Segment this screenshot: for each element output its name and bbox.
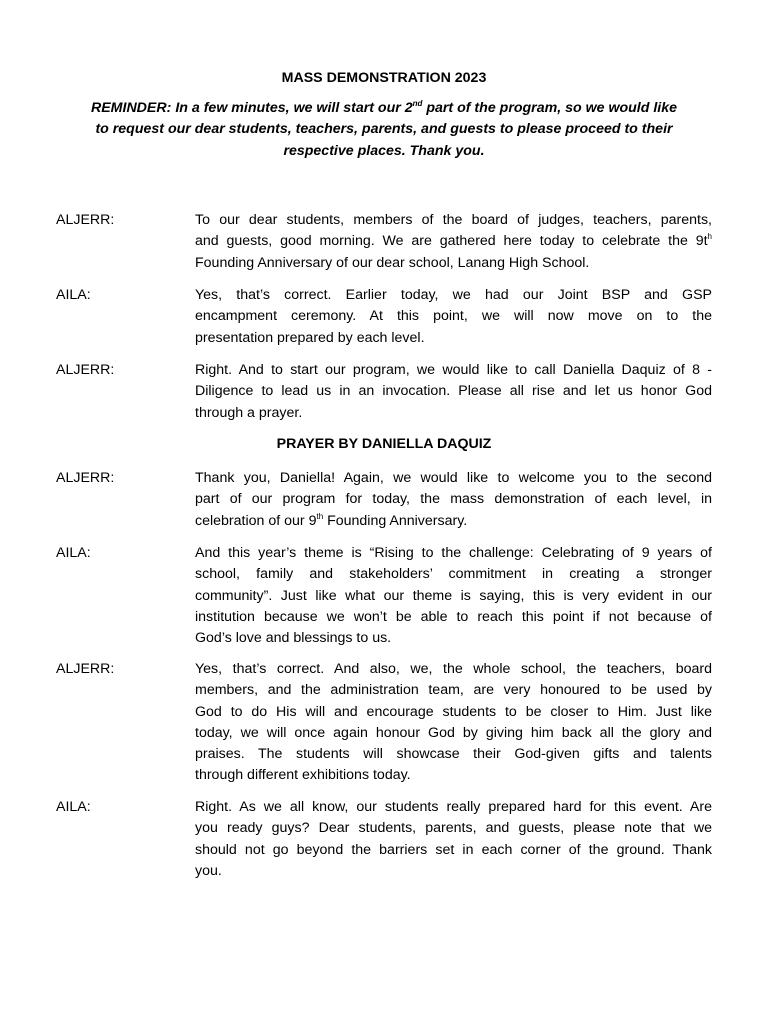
ordinal-suffix: nd <box>412 99 423 108</box>
dialogue-text <box>195 468 712 532</box>
dialogue-line: Right. As we all know, our students really prepared hard for this event. Are <box>195 799 712 815</box>
dialogue-line: Yes, that’s correct. Earlier today, we had our Joint BSP and GSP <box>195 287 712 303</box>
dialogue-line: you. <box>195 862 222 879</box>
speaker-name: ALJERR: <box>56 470 115 486</box>
dialogue-line: community”. Just like what our theme is saying, this is very evident in our <box>195 587 712 604</box>
dialogue-text <box>195 797 712 882</box>
dialogue-line: And this year’s theme is “Rising to the challenge: Celebrating of 9 years of <box>195 545 712 561</box>
reminder-label: REMINDER: <box>90 100 172 116</box>
dialogue-line: Diligence to lead us in an invocation. Please all rise and let us honor God <box>195 383 712 400</box>
dialogue-line: God’s love and blessings to us. <box>195 630 392 647</box>
ordinal-suffix: h <box>707 232 712 242</box>
reminder-line: to request our dear students, teachers, parents, and guests to please proceed to their <box>95 121 673 138</box>
dialogue-line: today, we will once again honour God by giving him back all the glory and <box>195 724 712 741</box>
dialogue-text <box>195 210 712 274</box>
reminder-text: part of the program, so we would like <box>422 100 678 116</box>
speaker-name: ALJERR: <box>56 212 115 228</box>
dialogue-line: school, family and stakeholders’ commitment in creating a stronger <box>195 566 712 583</box>
dialogue-line: part of our program for today, the mass demonstration of each level, in <box>195 491 712 508</box>
ordinal-suffix: th <box>316 511 324 521</box>
dialogue-text <box>195 659 712 787</box>
dialogue-line: members, and the administration team, are very honoured to be used by <box>195 682 712 699</box>
dialogue-line: Right. And to start our program, we would like to call Daniella Daquiz of 8 - <box>195 362 712 378</box>
dialogue-line: Yes, that’s correct. And also, we, the whole school, the teachers, board <box>195 661 712 677</box>
dialogue-fragment: Founding Anniversary. <box>323 512 468 529</box>
speaker-name: ALJERR: <box>56 362 115 378</box>
dialogue-text <box>195 285 712 349</box>
dialogue-line: through a prayer. <box>195 404 303 421</box>
reminder-line <box>56 98 712 119</box>
speaker-name: AILA: <box>56 545 91 561</box>
reminder-line: respective places. Thank you. <box>283 142 485 159</box>
document-title: MASS DEMONSTRATION 2023 <box>281 70 487 86</box>
dialogue-fragment: celebration of our 9 <box>195 512 317 529</box>
dialogue-line: praises. The students will showcase their God-given gifts and talents <box>195 746 712 763</box>
dialogue-line <box>195 511 712 532</box>
dialogue-line: should not go beyond the barriers set in each corner of the ground. Thank <box>195 841 712 858</box>
prayer-heading: PRAYER BY DANIELLA DAQUIZ <box>276 436 492 452</box>
dialogue-text <box>195 360 712 424</box>
speaker-name: ALJERR: <box>56 661 115 677</box>
reminder-text: In a few minutes, we will start our 2 <box>171 100 413 116</box>
dialogue-line: To our dear students, members of the board of judges, teachers, parents, <box>195 212 712 228</box>
dialogue-line: Founding Anniversary of our dear school, Lanang High School. <box>195 254 590 271</box>
dialogue-line: Thank you, Daniella! Again, we would like to welcome you to the second <box>195 470 712 486</box>
dialogue-line <box>195 231 712 252</box>
dialogue-fragment: and guests, good morning. We are gathered here today to celebrate the 9t <box>195 233 708 250</box>
dialogue-line: presentation prepared by each level. <box>195 329 425 346</box>
reminder-notice <box>56 98 712 162</box>
speaker-name: AILA: <box>56 287 91 303</box>
dialogue-text <box>195 543 712 649</box>
dialogue-line: you ready guys? Dear students, parents, and guests, please note that we <box>195 820 712 837</box>
dialogue-line: encampment ceremony. At this point, we will now move on to the <box>195 308 712 325</box>
dialogue-line: God to do His will and encourage students to be closer to Him. Just like <box>195 703 712 720</box>
speaker-name: AILA: <box>56 799 91 815</box>
dialogue-line: institution because we won’t be able to reach this point if not because of <box>195 608 712 625</box>
dialogue-line: through different exhibitions today. <box>195 767 411 784</box>
